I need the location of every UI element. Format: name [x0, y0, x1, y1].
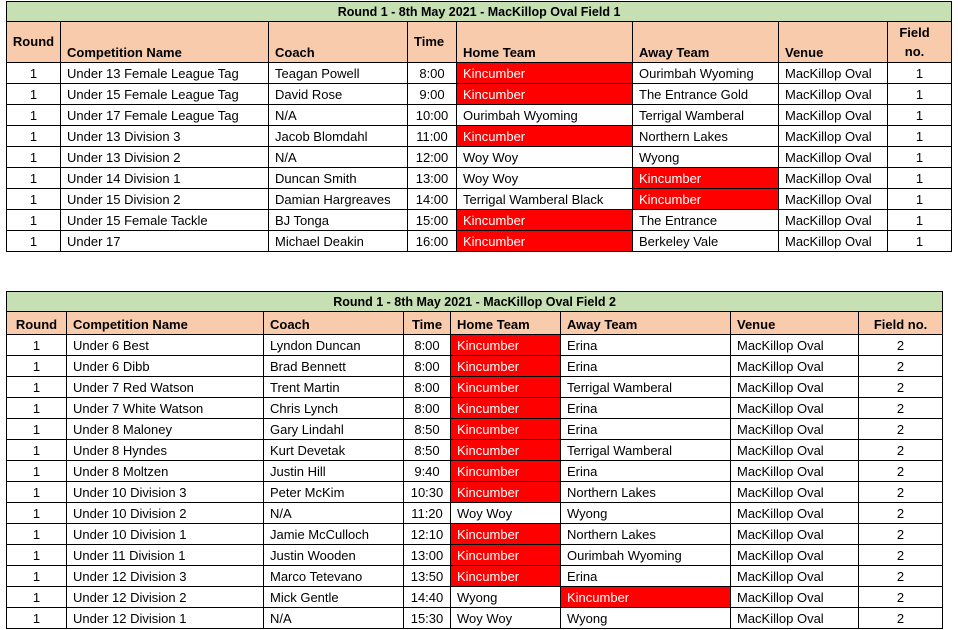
away-team-cell: The Entrance [633, 210, 779, 231]
field-no-cell: 2 [859, 461, 943, 482]
coach-cell: Gary Lindahl [264, 419, 404, 440]
home-team-cell: Kincumber [457, 210, 633, 231]
table-row [7, 545, 943, 566]
time-cell: 11:20 [404, 503, 451, 524]
table-row [7, 105, 952, 126]
home-team-cell: Woy Woy [457, 168, 633, 189]
table-row [7, 189, 952, 210]
away-team-cell: Terrigal Wamberal [561, 377, 731, 398]
table-row [7, 168, 952, 189]
header-row [7, 22, 952, 63]
coach-cell: Peter McKim [264, 482, 404, 503]
round-cell: 1 [7, 377, 67, 398]
round-cell: 1 [7, 461, 67, 482]
time-cell: 8:00 [408, 63, 457, 84]
time-cell: 8:50 [404, 440, 451, 461]
away-team-cell: Wyong [633, 147, 779, 168]
field-no-cell: 2 [859, 335, 943, 356]
away-team-cell: Erina [561, 335, 731, 356]
table-row [7, 482, 943, 503]
venue-cell: MacKillop Oval [731, 440, 859, 461]
time-cell: 12:10 [404, 524, 451, 545]
fixture-table-field-2 [6, 291, 943, 629]
home-team-cell: Kincumber [451, 419, 561, 440]
coach-cell: Jamie McCulloch [264, 524, 404, 545]
venue-cell: MacKillop Oval [779, 84, 888, 105]
table-row [7, 524, 943, 545]
table-row [7, 440, 943, 461]
venue-cell: MacKillop Oval [731, 545, 859, 566]
round-cell: 1 [7, 440, 67, 461]
home-team-cell: Kincumber [451, 335, 561, 356]
coach-cell: Justin Hill [264, 461, 404, 482]
away-team-cell: Wyong [561, 608, 731, 629]
time-cell: 15:00 [408, 210, 457, 231]
away-team-cell: Northern Lakes [633, 126, 779, 147]
home-team-cell: Woy Woy [451, 503, 561, 524]
time-cell: 8:50 [404, 419, 451, 440]
home-team-cell: Kincumber [451, 377, 561, 398]
competition-cell: Under 17 [61, 231, 269, 252]
away-team-cell: Kincumber [633, 189, 779, 210]
coach-cell: Mick Gentle [264, 587, 404, 608]
round-cell: 1 [7, 63, 61, 84]
field-no-cell: 1 [888, 105, 952, 126]
competition-cell: Under 8 Maloney [67, 419, 264, 440]
field-no-cell: 2 [859, 356, 943, 377]
header-away-team: Away Team [561, 312, 731, 335]
home-team-cell: Kincumber [451, 398, 561, 419]
competition-cell: Under 6 Best [67, 335, 264, 356]
competition-cell: Under 12 Division 2 [67, 587, 264, 608]
competition-cell: Under 13 Female League Tag [61, 63, 269, 84]
header-venue: Venue [779, 22, 888, 63]
table-row [7, 126, 952, 147]
home-team-cell: Kincumber [451, 482, 561, 503]
venue-cell: MacKillop Oval [731, 461, 859, 482]
coach-cell: BJ Tonga [269, 210, 408, 231]
table-title: Round 1 - 8th May 2021 - MacKillop Oval Field 2 [7, 292, 943, 312]
field-no-cell: 2 [859, 566, 943, 587]
time-cell: 10:30 [404, 482, 451, 503]
table-body [7, 2, 952, 252]
field-no-cell: 1 [888, 210, 952, 231]
away-team-cell: Kincumber [561, 587, 731, 608]
table-row [7, 608, 943, 629]
header-field-no: Field no. [888, 22, 952, 63]
away-team-cell: Erina [561, 566, 731, 587]
table-row [7, 398, 943, 419]
table-row [7, 377, 943, 398]
home-team-cell: Woy Woy [457, 147, 633, 168]
round-cell: 1 [7, 105, 61, 126]
venue-cell: MacKillop Oval [731, 419, 859, 440]
coach-cell: David Rose [269, 84, 408, 105]
field-no-cell: 1 [888, 63, 952, 84]
time-cell: 14:00 [408, 189, 457, 210]
table-title-row [7, 292, 943, 312]
venue-cell: MacKillop Oval [779, 168, 888, 189]
round-cell: 1 [7, 587, 67, 608]
field-no-cell: 2 [859, 587, 943, 608]
round-cell: 1 [7, 210, 61, 231]
competition-cell: Under 7 Red Watson [67, 377, 264, 398]
home-team-cell: Kincumber [451, 356, 561, 377]
round-cell: 1 [7, 168, 61, 189]
competition-cell: Under 8 Hyndes [67, 440, 264, 461]
away-team-cell: Erina [561, 419, 731, 440]
competition-cell: Under 17 Female League Tag [61, 105, 269, 126]
away-team-cell: Erina [561, 461, 731, 482]
round-cell: 1 [7, 231, 61, 252]
competition-cell: Under 6 Dibb [67, 356, 264, 377]
header-time: Time [404, 312, 451, 335]
table-row [7, 147, 952, 168]
coach-cell: Duncan Smith [269, 168, 408, 189]
header-away-team: Away Team [633, 22, 779, 63]
venue-cell: MacKillop Oval [731, 524, 859, 545]
round-cell: 1 [7, 566, 67, 587]
away-team-cell: Ourimbah Wyoming [633, 63, 779, 84]
round-cell: 1 [7, 126, 61, 147]
away-team-cell: Terrigal Wamberal [633, 105, 779, 126]
home-team-cell: Kincumber [457, 84, 633, 105]
home-team-cell: Kincumber [457, 126, 633, 147]
time-cell: 9:40 [404, 461, 451, 482]
round-cell: 1 [7, 147, 61, 168]
home-team-cell: Kincumber [457, 63, 633, 84]
home-team-cell: Wyong [451, 587, 561, 608]
header-coach: Coach [269, 22, 408, 63]
away-team-cell: The Entrance Gold [633, 84, 779, 105]
venue-cell: MacKillop Oval [779, 126, 888, 147]
venue-cell: MacKillop Oval [731, 335, 859, 356]
coach-cell: Kurt Devetak [264, 440, 404, 461]
time-cell: 13:00 [408, 168, 457, 189]
table-row [7, 63, 952, 84]
field-no-cell: 1 [888, 147, 952, 168]
time-cell: 8:00 [404, 377, 451, 398]
away-team-cell: Ourimbah Wyoming [561, 545, 731, 566]
header-time: Time [408, 22, 457, 63]
field-no-cell: 2 [859, 608, 943, 629]
coach-cell: Justin Wooden [264, 545, 404, 566]
table-row [7, 461, 943, 482]
field-no-cell: 2 [859, 440, 943, 461]
time-cell: 9:00 [408, 84, 457, 105]
round-cell: 1 [7, 524, 67, 545]
coach-cell: Lyndon Duncan [264, 335, 404, 356]
header-row [7, 312, 943, 335]
venue-cell: MacKillop Oval [779, 231, 888, 252]
venue-cell: MacKillop Oval [731, 377, 859, 398]
round-cell: 1 [7, 608, 67, 629]
time-cell: 15:30 [404, 608, 451, 629]
field-no-cell: 2 [859, 377, 943, 398]
table-row [7, 566, 943, 587]
competition-cell: Under 15 Female League Tag [61, 84, 269, 105]
competition-cell: Under 14 Division 1 [61, 168, 269, 189]
coach-cell: Michael Deakin [269, 231, 408, 252]
round-cell: 1 [7, 84, 61, 105]
venue-cell: MacKillop Oval [779, 210, 888, 231]
home-team-cell: Kincumber [451, 440, 561, 461]
home-team-cell: Ourimbah Wyoming [457, 105, 633, 126]
coach-cell: Jacob Blomdahl [269, 126, 408, 147]
table-body [7, 292, 943, 629]
home-team-cell: Kincumber [457, 231, 633, 252]
field-no-cell: 1 [888, 168, 952, 189]
round-cell: 1 [7, 335, 67, 356]
time-cell: 11:00 [408, 126, 457, 147]
field-no-cell: 2 [859, 503, 943, 524]
away-team-cell: Berkeley Vale [633, 231, 779, 252]
competition-cell: Under 15 Female Tackle [61, 210, 269, 231]
away-team-cell: Kincumber [633, 168, 779, 189]
field-no-cell: 2 [859, 545, 943, 566]
time-cell: 12:00 [408, 147, 457, 168]
competition-cell: Under 12 Division 3 [67, 566, 264, 587]
competition-cell: Under 13 Division 3 [61, 126, 269, 147]
round-cell: 1 [7, 356, 67, 377]
table-row [7, 587, 943, 608]
home-team-cell: Woy Woy [451, 608, 561, 629]
field-no-cell: 2 [859, 524, 943, 545]
venue-cell: MacKillop Oval [731, 566, 859, 587]
field-no-cell: 1 [888, 126, 952, 147]
table-row [7, 335, 943, 356]
venue-cell: MacKillop Oval [779, 147, 888, 168]
away-team-cell: Terrigal Wamberal [561, 440, 731, 461]
header-field-no: Field no. [859, 312, 943, 335]
time-cell: 16:00 [408, 231, 457, 252]
coach-cell: N/A [264, 503, 404, 524]
coach-cell: Marco Tetevano [264, 566, 404, 587]
time-cell: 13:00 [404, 545, 451, 566]
field-no-cell: 1 [888, 231, 952, 252]
table-row [7, 356, 943, 377]
coach-cell: Chris Lynch [264, 398, 404, 419]
away-team-cell: Erina [561, 356, 731, 377]
round-cell: 1 [7, 419, 67, 440]
table-title: Round 1 - 8th May 2021 - MacKillop Oval Field 1 [7, 2, 952, 22]
table-row [7, 231, 952, 252]
field-no-cell: 2 [859, 482, 943, 503]
competition-cell: Under 7 White Watson [67, 398, 264, 419]
away-team-cell: Wyong [561, 503, 731, 524]
coach-cell: N/A [264, 608, 404, 629]
field-no-cell: 2 [859, 398, 943, 419]
competition-cell: Under 12 Division 1 [67, 608, 264, 629]
venue-cell: MacKillop Oval [731, 587, 859, 608]
home-team-cell: Terrigal Wamberal Black [457, 189, 633, 210]
table-row [7, 503, 943, 524]
coach-cell: N/A [269, 105, 408, 126]
coach-cell: Teagan Powell [269, 63, 408, 84]
venue-cell: MacKillop Oval [731, 356, 859, 377]
coach-cell: Brad Bennett [264, 356, 404, 377]
away-team-cell: Erina [561, 398, 731, 419]
round-cell: 1 [7, 482, 67, 503]
competition-cell: Under 15 Division 2 [61, 189, 269, 210]
round-cell: 1 [7, 398, 67, 419]
venue-cell: MacKillop Oval [731, 398, 859, 419]
competition-cell: Under 11 Division 1 [67, 545, 264, 566]
home-team-cell: Kincumber [451, 461, 561, 482]
coach-cell: Trent Martin [264, 377, 404, 398]
field-no-cell: 1 [888, 189, 952, 210]
header-competition: Competition Name [61, 22, 269, 63]
fixture-table-field-1 [6, 1, 952, 252]
round-cell: 1 [7, 545, 67, 566]
home-team-cell: Kincumber [451, 524, 561, 545]
round-cell: 1 [7, 503, 67, 524]
table-title-row [7, 2, 952, 22]
time-cell: 13:50 [404, 566, 451, 587]
venue-cell: MacKillop Oval [779, 105, 888, 126]
header-venue: Venue [731, 312, 859, 335]
competition-cell: Under 13 Division 2 [61, 147, 269, 168]
header-coach: Coach [264, 312, 404, 335]
competition-cell: Under 10 Division 1 [67, 524, 264, 545]
home-team-cell: Kincumber [451, 566, 561, 587]
venue-cell: MacKillop Oval [731, 482, 859, 503]
venue-cell: MacKillop Oval [731, 608, 859, 629]
venue-cell: MacKillop Oval [779, 63, 888, 84]
competition-cell: Under 10 Division 3 [67, 482, 264, 503]
time-cell: 8:00 [404, 398, 451, 419]
table-row [7, 419, 943, 440]
header-round: Round [7, 22, 61, 63]
header-competition: Competition Name [67, 312, 264, 335]
away-team-cell: Northern Lakes [561, 482, 731, 503]
header-home-team: Home Team [457, 22, 633, 63]
time-cell: 8:00 [404, 356, 451, 377]
table-row [7, 84, 952, 105]
competition-cell: Under 8 Moltzen [67, 461, 264, 482]
coach-cell: N/A [269, 147, 408, 168]
round-cell: 1 [7, 189, 61, 210]
time-cell: 8:00 [404, 335, 451, 356]
header-home-team: Home Team [451, 312, 561, 335]
header-round: Round [7, 312, 67, 335]
time-cell: 14:40 [404, 587, 451, 608]
venue-cell: MacKillop Oval [779, 189, 888, 210]
table-row [7, 210, 952, 231]
field-no-cell: 1 [888, 84, 952, 105]
competition-cell: Under 10 Division 2 [67, 503, 264, 524]
home-team-cell: Kincumber [451, 545, 561, 566]
coach-cell: Damian Hargreaves [269, 189, 408, 210]
away-team-cell: Northern Lakes [561, 524, 731, 545]
time-cell: 10:00 [408, 105, 457, 126]
venue-cell: MacKillop Oval [731, 503, 859, 524]
field-no-cell: 2 [859, 419, 943, 440]
